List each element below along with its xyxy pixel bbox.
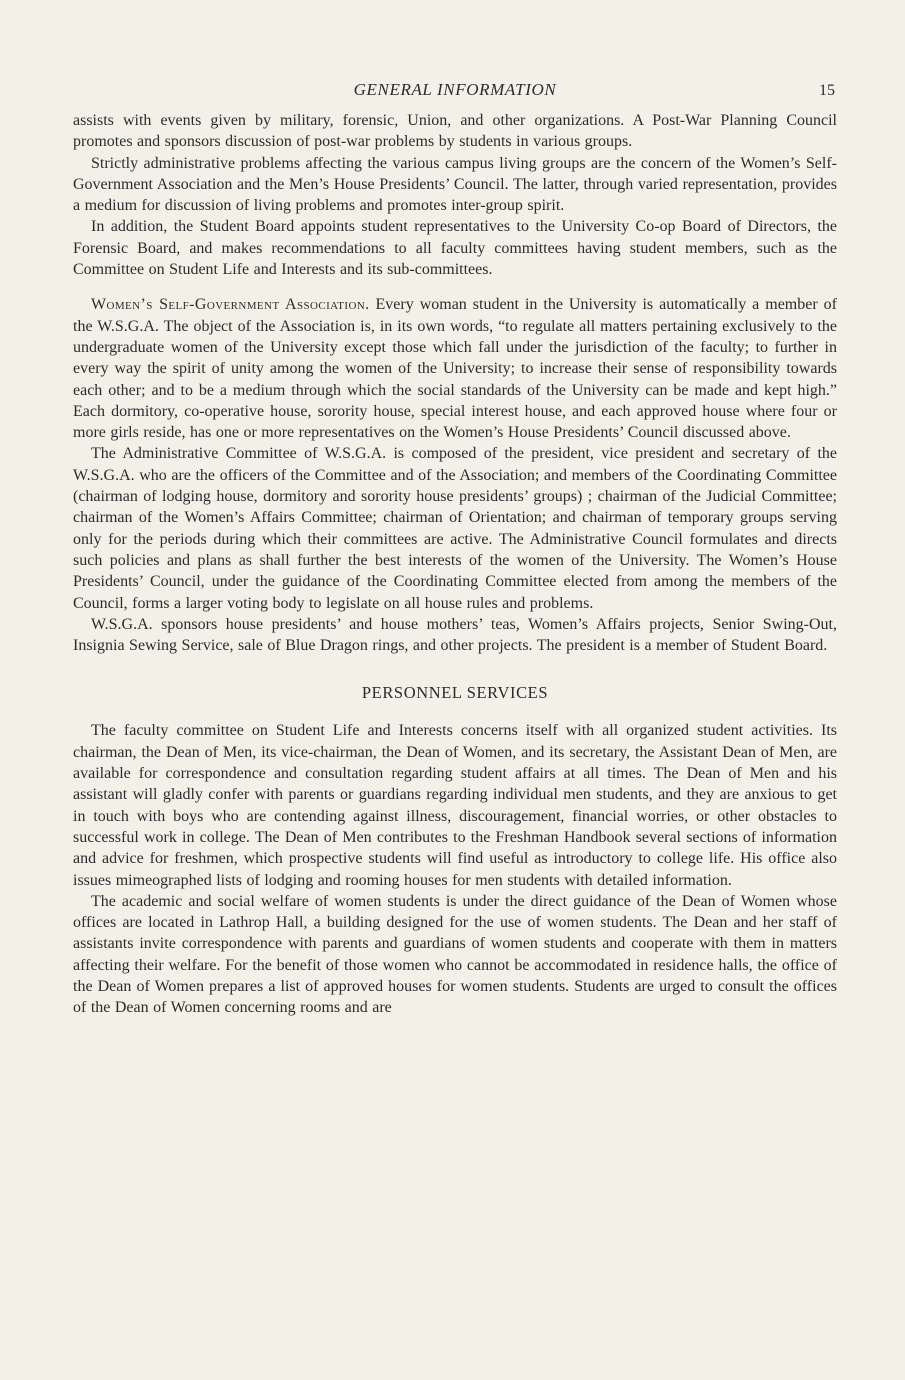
wsga-run-in-heading: Women’s Self-Government Association. (91, 296, 370, 314)
paragraph-administrative-committee: The Administrative Committee of W.S.G.A. is composed of the president, vice president and secretary of the W.S.G.A. who are the officers of the Committee and of the Association; and members of the Coordinating Committee (chairman of lodging house, dormitory and sorority house presidents’ groups) ; chairman of the Judicial Committee; chairman of the Women’s Affairs Committee; chairman of Orientation; and chairman of temporary groups serving only for the periods during which their committees are active. The Administrative Council formulates and directs such policies and plans as shall further the best interests of the women of the University. The Women’s House Presidents’ Council, under the guidance of the Coordinating Committee elected from among the members of the Council, forms a larger voting body to legislate on all house rules and problems. (73, 445, 837, 612)
paragraph-wsga (73, 294, 837, 443)
paragraph-dean-of-women: The academic and social welfare of women students is under the direct guidance of the Dean of Women whose offices are located in Lathrop Hall, a building designed for the use of women students. The Dean and her staff of assistants invite correspondence with parents and guardians of women students and cooperate with them in matters affecting their welfare. For the benefit of those women who cannot be accommodated in residence halls, the office of the Dean of Women prepares a list of approved houses for women students. Students are urged to consult the offices of the Dean of Women concerning rooms and are (73, 892, 837, 1017)
section-heading-personnel-services: PERSONNEL SERVICES (361, 683, 549, 703)
paragraph-student-board-appointments: In addition, the Student Board appoints student representatives to the University Co-op Board of Directors, the Forensic Board, and makes recommendations to all faculty committees having student members, such as the Committee on Student Life and Interests and its sub-committees. (73, 218, 837, 279)
paragraph-wsga-projects: W.S.G.A. sponsors house presidents’ and house mothers’ teas, Women’s Affairs projects, Senior Swing-Out, Insignia Sewing Service, sale of Blue Dragon rings, and other projects. The president is a member of Student Board. (73, 615, 837, 655)
paragraph-student-life-committee: The faculty committee on Student Life and Interests concerns itself with all organized student activities. Its chairman, the Dean of Men, its vice-chairman, the Dean of Women, and its secretary, the Assistant Dean of Men, are available for correspondence and consultation regarding student affairs at all times. The Dean of Men and his assistant will gladly confer with parents or guardians regarding individual men students, and they are anxious to get in touch with boys who are contending against illness, discouragement, financial worries, or other obstacles to successful work in college. The Dean of Men contributes to the Freshman Handbook several sections of information and advice for freshmen, which prospective students will find useful as introductory to college life. His office also issues mimeographed lists of lodging and rooming houses for men students with detailed information. (73, 722, 837, 889)
running-head: GENERAL INFORMATION (353, 80, 557, 99)
wsga-body: Every woman student in the University is automatically a member of the W.S.G.A. The object of the Association is, in its own words, “to regulate all matters pertaining exclusively to the undergraduate women of the University except those which fall under the jurisdiction of the faculty; to further in every way the spirit of unity among the women of the University; to increase their sense of responsibility towards each other; and to be a medium through which the social standards of the University can be made and kept high.” Each dormitory, co-operative house, sorority house, special interest house, and each approved house where four or more girls reside, has one or more representatives on the Women’s House Presidents’ Council discussed above. (73, 296, 837, 442)
paragraph-continuation: assists with events given by military, forensic, Union, and other organizations. A Post-War Planning Council promotes and sponsors discussion of post-war problems by students in various groups. (73, 112, 837, 151)
page-header (73, 78, 837, 110)
paragraph-living-groups: Strictly administrative problems affecting the various campus living groups are the concern of the Women’s Self-Government Association and the Men’s House Presidents’ Council. The latter, through varied representation, provides a medium for discussion of living problems and promotes inter-group spirit. (73, 154, 837, 215)
page-number: 15 (819, 82, 835, 99)
document-page (73, 78, 837, 1019)
